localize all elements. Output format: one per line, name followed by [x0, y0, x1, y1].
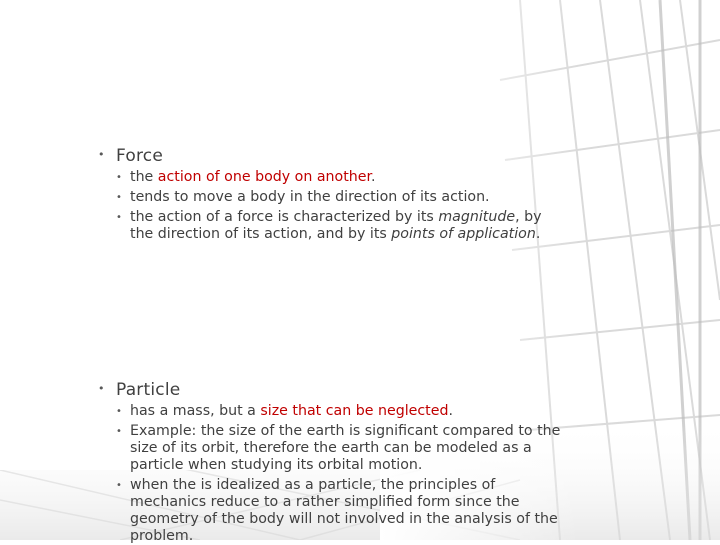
bullet-dot-icon: • — [116, 192, 122, 203]
point-emphasis-text: magnitude — [438, 209, 516, 225]
bullet-dot-icon: • — [116, 212, 122, 223]
point-text: tends to move a body in the direction of its action. — [130, 189, 490, 205]
topic-particle — [98, 380, 616, 545]
topic-point-list — [116, 403, 566, 545]
point-text: has a mass, but a — [130, 403, 261, 419]
point-text: . — [535, 226, 541, 242]
bullet-dot-icon: • — [116, 426, 122, 437]
topic-point — [116, 189, 566, 206]
topic-force — [98, 146, 616, 243]
topic-point — [116, 169, 566, 186]
point-text: Example: the size of the earth is significant compared to the size of its orbit, therefore the earth can be modeled as a particle when studying its orbital motion. — [130, 423, 561, 473]
point-text: when the is idealized as a particle, the principles of mechanics reduce to a rather simplified form since the geometry of the body will not involved in the analysis of the problem. — [130, 477, 558, 544]
topic-point — [116, 403, 566, 420]
topic-point — [116, 423, 566, 474]
point-text: . — [448, 403, 453, 419]
point-text: the action of a force is characterized by its — [130, 209, 439, 225]
topic-title: Force — [116, 146, 163, 166]
bullet-dot-icon: • — [98, 382, 105, 395]
bullet-dot-icon: • — [116, 480, 122, 491]
bullet-dot-icon: • — [116, 406, 122, 417]
point-highlight-text: size that can be neglected — [260, 403, 449, 419]
topic-title: Particle — [116, 380, 181, 400]
topic-point — [116, 209, 566, 243]
point-text: , by the direction of its action, and by its — [130, 209, 542, 242]
topic-point — [116, 477, 566, 545]
point-text: . — [371, 169, 376, 185]
bullet-dot-icon: • — [116, 172, 122, 183]
point-highlight-text: action of one body on another — [157, 169, 372, 185]
topic-point-list — [116, 169, 566, 243]
point-emphasis-text: points of application — [391, 226, 536, 242]
bullet-dot-icon: • — [98, 148, 105, 161]
point-text: the — [130, 169, 158, 185]
